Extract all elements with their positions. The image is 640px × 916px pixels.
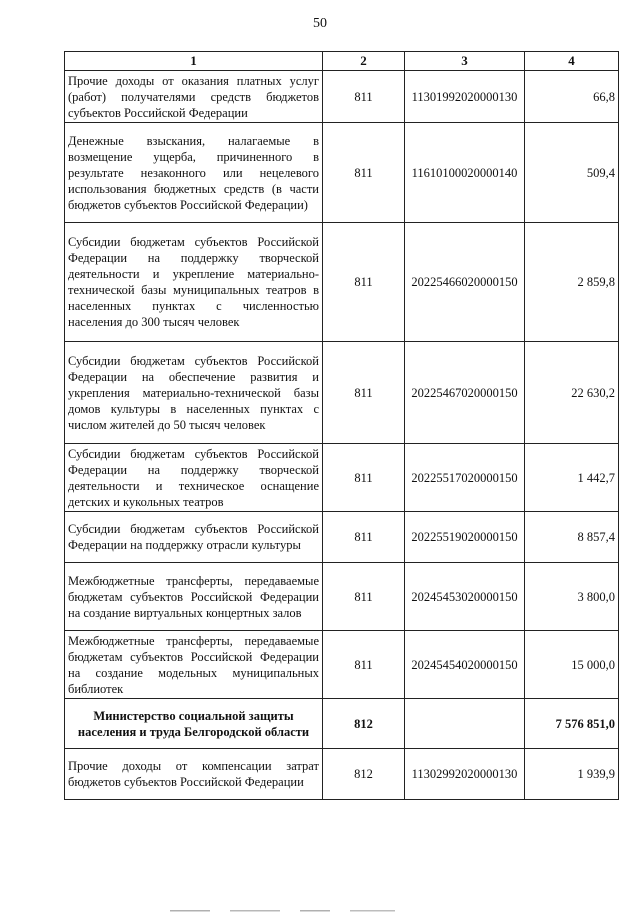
column-header-name: 1 [65,52,323,71]
table-row [65,223,619,342]
row-admin-code-cell: 811 [323,512,405,563]
row-admin-code-cell: 811 [323,342,405,444]
budget-revenue-table [64,51,619,800]
row-kbk-cell: 20245453020000150 [405,563,525,631]
table-row [65,512,619,563]
ministry-row [65,699,619,749]
table-header-row [65,52,619,71]
column-header-admin-code: 2 [323,52,405,71]
row-name-cell: Прочие доходы от компенсации затрат бюджетов субъектов Российской Федерации [65,749,323,800]
table-row [65,631,619,699]
ministry-amount-cell: 7 576 851,0 [525,699,619,749]
row-amount-cell: 3 800,0 [525,563,619,631]
table-row [65,563,619,631]
row-kbk-cell: 11301992020000130 [405,71,525,123]
row-name-cell: Субсидии бюджетам субъектов Российской Федерации на обеспечение развития и укрепления материально-технической базы домов культуры в населенных пунктах с числом жителей до 50 тысяч человек [65,342,323,444]
row-name-cell: Денежные взыскания, налагаемые в возмещение ущерба, причиненного в результате незаконного или нецелевого использования бюджетных средств (в части бюджетов субъектов Российской Федерации) [65,123,323,223]
row-kbk-cell: 11302992020000130 [405,749,525,800]
column-header-kbk: 3 [405,52,525,71]
row-kbk-cell: 20225517020000150 [405,444,525,512]
row-kbk-cell: 20225519020000150 [405,512,525,563]
table-row [65,749,619,800]
ministry-kbk-cell [405,699,525,749]
row-name-cell: Межбюджетные трансферты, передаваемые бюджетам субъектов Российской Федерации на создание модельных муниципальных библиотек [65,631,323,699]
row-amount-cell: 8 857,4 [525,512,619,563]
row-amount-cell: 1 442,7 [525,444,619,512]
row-kbk-cell: 20225467020000150 [405,342,525,444]
row-admin-code-cell: 812 [323,749,405,800]
column-header-amount: 4 [525,52,619,71]
row-name-cell: Прочие доходы от оказания платных услуг (работ) получателями средств бюджетов субъектов Российской Федерации [65,71,323,123]
row-name-cell: Субсидии бюджетам субъектов Российской Федерации на поддержку творческой деятельности и техническое оснащение детских и кукольных театров [65,444,323,512]
ministry-admin-code-cell: 812 [323,699,405,749]
row-name-cell: Субсидии бюджетам субъектов Российской Федерации на поддержку отрасли культуры [65,512,323,563]
row-admin-code-cell: 811 [323,123,405,223]
row-admin-code-cell: 811 [323,223,405,342]
scan-artifact-specks [0,906,640,916]
row-amount-cell: 2 859,8 [525,223,619,342]
row-admin-code-cell: 811 [323,71,405,123]
row-kbk-cell: 20245454020000150 [405,631,525,699]
row-admin-code-cell: 811 [323,631,405,699]
row-amount-cell: 15 000,0 [525,631,619,699]
ministry-name-cell: Министерство социальной защиты населения и труда Белгородской области [65,699,323,749]
row-amount-cell: 66,8 [525,71,619,123]
row-name-cell: Субсидии бюджетам субъектов Российской Федерации на поддержку творческой деятельности и укрепление материально-технической базы муниципальных театров в населенных пунктах с численностью населения до 300 тысяч человек [65,223,323,342]
row-amount-cell: 509,4 [525,123,619,223]
table-row [65,71,619,123]
row-admin-code-cell: 811 [323,563,405,631]
row-amount-cell: 1 939,9 [525,749,619,800]
table-row [65,444,619,512]
page-number: 50 [313,16,327,31]
row-name-cell: Межбюджетные трансферты, передаваемые бюджетам субъектов Российской Федерации на создание виртуальных концертных залов [65,563,323,631]
table-row [65,123,619,223]
row-admin-code-cell: 811 [323,444,405,512]
table-row [65,342,619,444]
row-kbk-cell: 20225466020000150 [405,223,525,342]
row-amount-cell: 22 630,2 [525,342,619,444]
row-kbk-cell: 11610100020000140 [405,123,525,223]
